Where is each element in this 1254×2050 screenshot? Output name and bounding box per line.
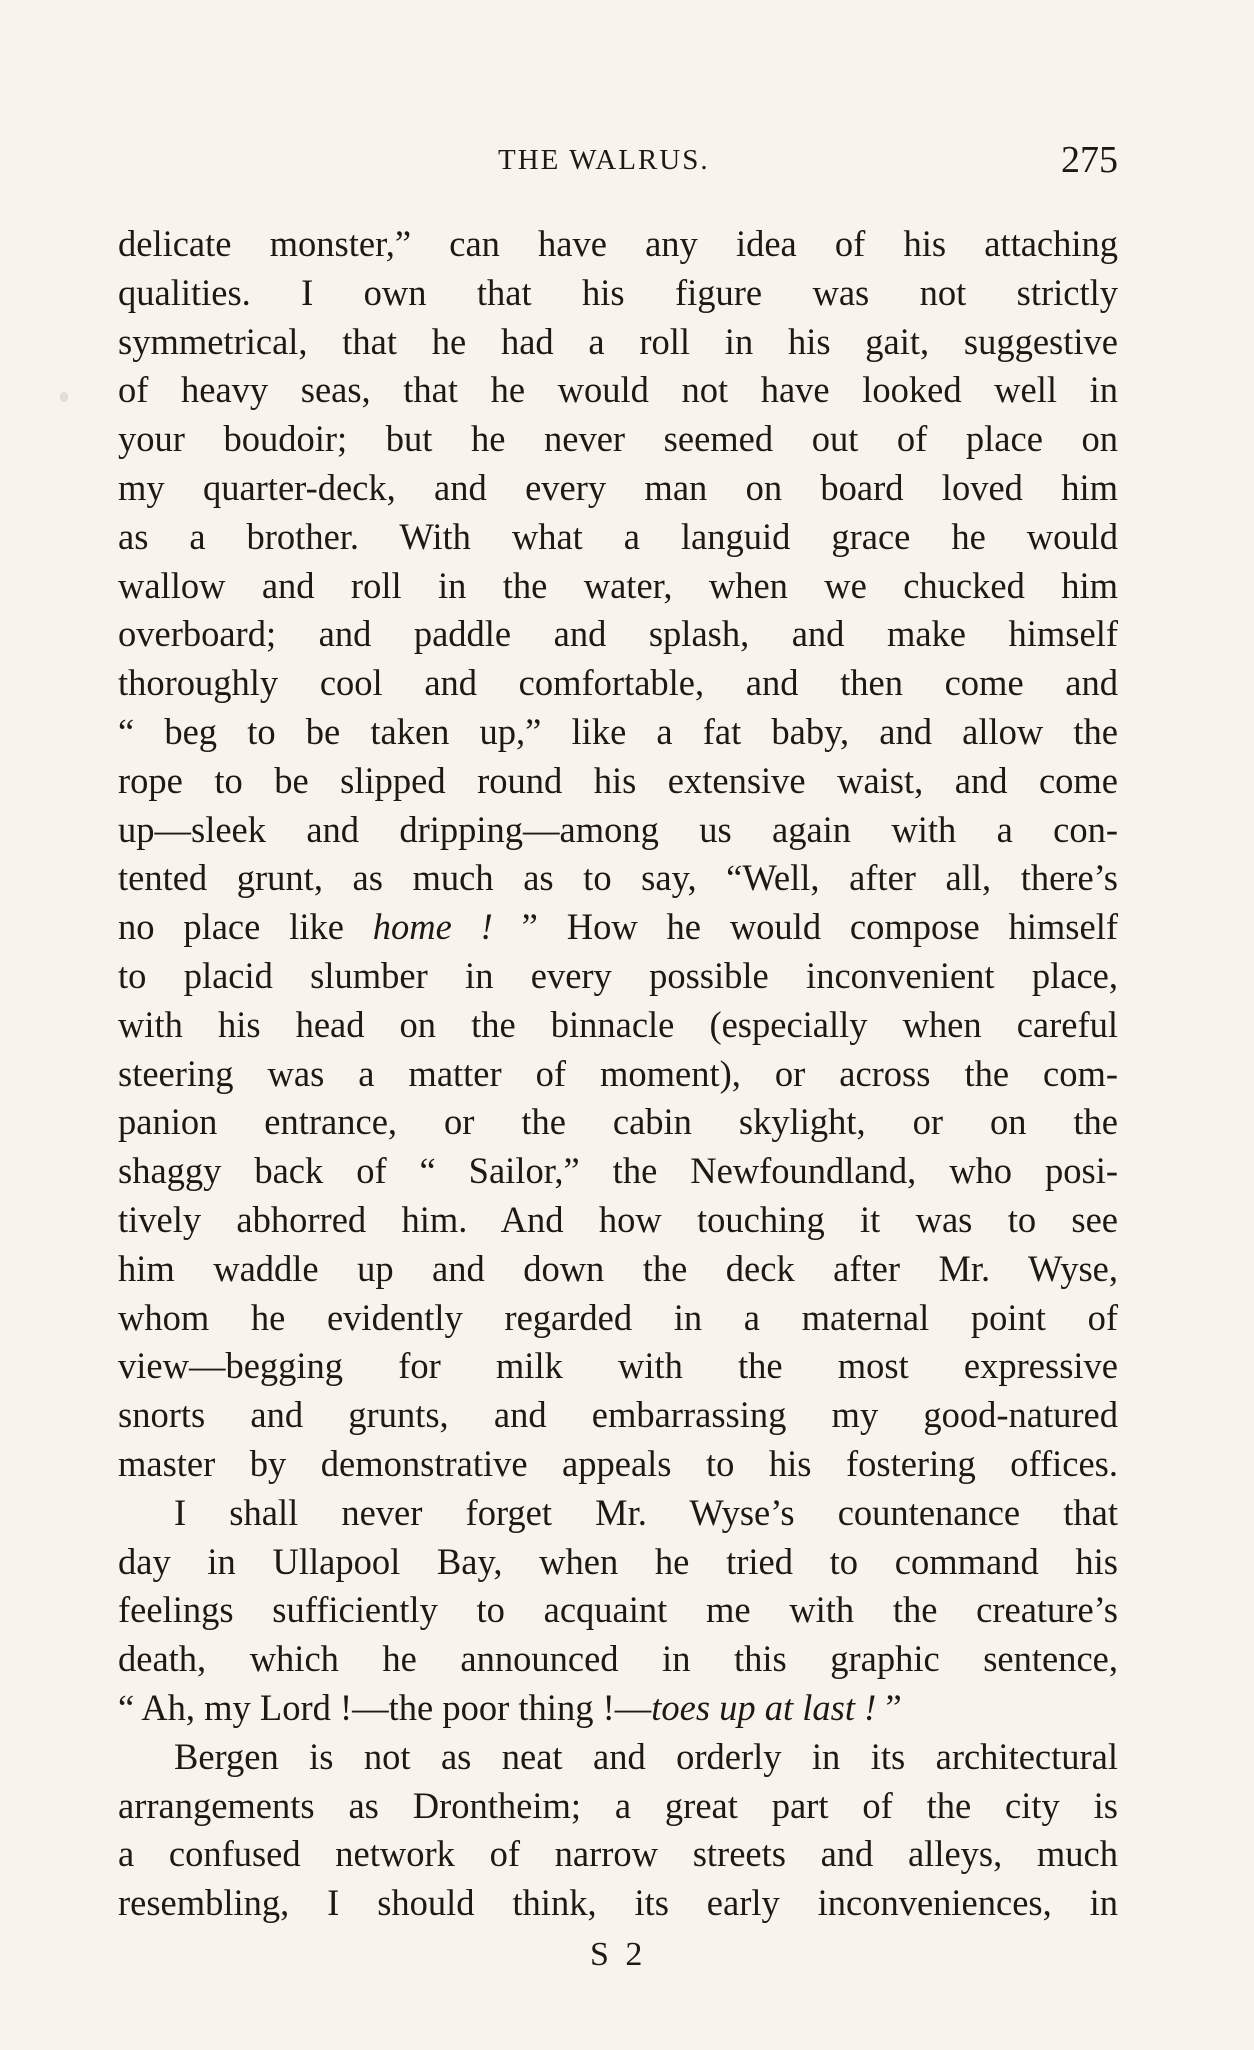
text-line: feelings sufficiently to acquaint me with the creature’s bbox=[118, 1589, 1118, 1631]
text-line: master by demonstrative appeals to his fostering offices. bbox=[118, 1442, 1118, 1484]
text-line: of heavy seas, that he would not have looked well in bbox=[118, 369, 1118, 411]
text-line: up—sleek and dripping—among us again with a con- bbox=[118, 808, 1118, 850]
text-line-with-italic bbox=[118, 903, 1118, 952]
text-line: arrangements as Drontheim; a great part of the city is bbox=[118, 1784, 1118, 1826]
text-line: my quarter-deck, and every man on board loved him bbox=[118, 466, 1118, 508]
text-line-with-italic bbox=[118, 1684, 1118, 1733]
text-line: with his head on the binnacle (especially when careful bbox=[118, 1003, 1118, 1045]
text-line: delicate monster,” can have any idea of his attaching bbox=[118, 223, 1118, 264]
text-line: view—begging for milk with the most expressive bbox=[118, 1345, 1118, 1387]
text-line: your boudoir; but he never seemed out of place on bbox=[118, 418, 1118, 460]
text-line: panion entrance, or the cabin skylight, or on the bbox=[118, 1101, 1118, 1143]
text-line: a confused network of narrow streets and alleys, much bbox=[118, 1833, 1118, 1875]
body-text bbox=[118, 220, 1118, 1928]
text-line: overboard; and paddle and splash, and make himself bbox=[118, 613, 1118, 655]
running-head: THE WALRUS. bbox=[498, 144, 710, 176]
text-line: day in Ullapool Bay, when he tried to command his bbox=[118, 1540, 1118, 1582]
text-line: tively abhorred him. And how touching it was to see bbox=[118, 1198, 1118, 1240]
text-line: him waddle up and down the deck after Mr. Wyse, bbox=[118, 1247, 1118, 1289]
text-line: death, which he announced in this graphic sentence, bbox=[118, 1638, 1118, 1680]
text-line: steering was a matter of moment), or across the com- bbox=[118, 1052, 1118, 1094]
text-line: symmetrical, that he had a roll in his gait, suggestive bbox=[118, 320, 1118, 362]
text-line: tented grunt, as much as to say, “Well, after all, there’s bbox=[118, 857, 1118, 899]
paragraph-start-line: I shall never forget Mr. Wyse’s countenance that bbox=[174, 1491, 1118, 1533]
text-line: rope to be slipped round his extensive waist, and come bbox=[118, 759, 1118, 801]
text-line: snorts and grunts, and embarrassing my good-natured bbox=[118, 1394, 1118, 1436]
italic-text: home ! bbox=[372, 906, 493, 948]
page-blemish bbox=[60, 392, 68, 402]
text-segment: “ Ah, my Lord !—the poor thing !— bbox=[118, 1686, 652, 1728]
page-header bbox=[118, 139, 1118, 184]
text-segment: ” bbox=[876, 1686, 902, 1728]
paragraph-start-line: Bergen is not as neat and orderly in its architectural bbox=[174, 1735, 1118, 1777]
page-number: 275 bbox=[1061, 139, 1118, 181]
text-line: qualities. I own that his figure was not strictly bbox=[118, 271, 1118, 313]
text-segment: no place like bbox=[118, 906, 373, 948]
italic-text: toes up at last ! bbox=[651, 1686, 877, 1728]
text-line: as a brother. With what a languid grace he would bbox=[118, 515, 1118, 557]
text-line: “ beg to be taken up,” like a fat baby, and allow the bbox=[118, 710, 1118, 752]
text-segment: ” How he would compose himself bbox=[492, 906, 1118, 948]
text-line: thoroughly cool and comfortable, and then come and bbox=[118, 662, 1118, 704]
text-line: shaggy back of “ Sailor,” the Newfoundland, who posi- bbox=[118, 1150, 1118, 1192]
signature-mark: S 2 bbox=[590, 1936, 647, 1973]
text-line: wallow and roll in the water, when we chucked him bbox=[118, 564, 1118, 606]
text-line: to placid slumber in every possible inconvenient place, bbox=[118, 954, 1118, 996]
text-line: whom he evidently regarded in a maternal point of bbox=[118, 1296, 1118, 1338]
text-line: resembling, I should think, its early inconveniences, in bbox=[118, 1882, 1118, 1924]
